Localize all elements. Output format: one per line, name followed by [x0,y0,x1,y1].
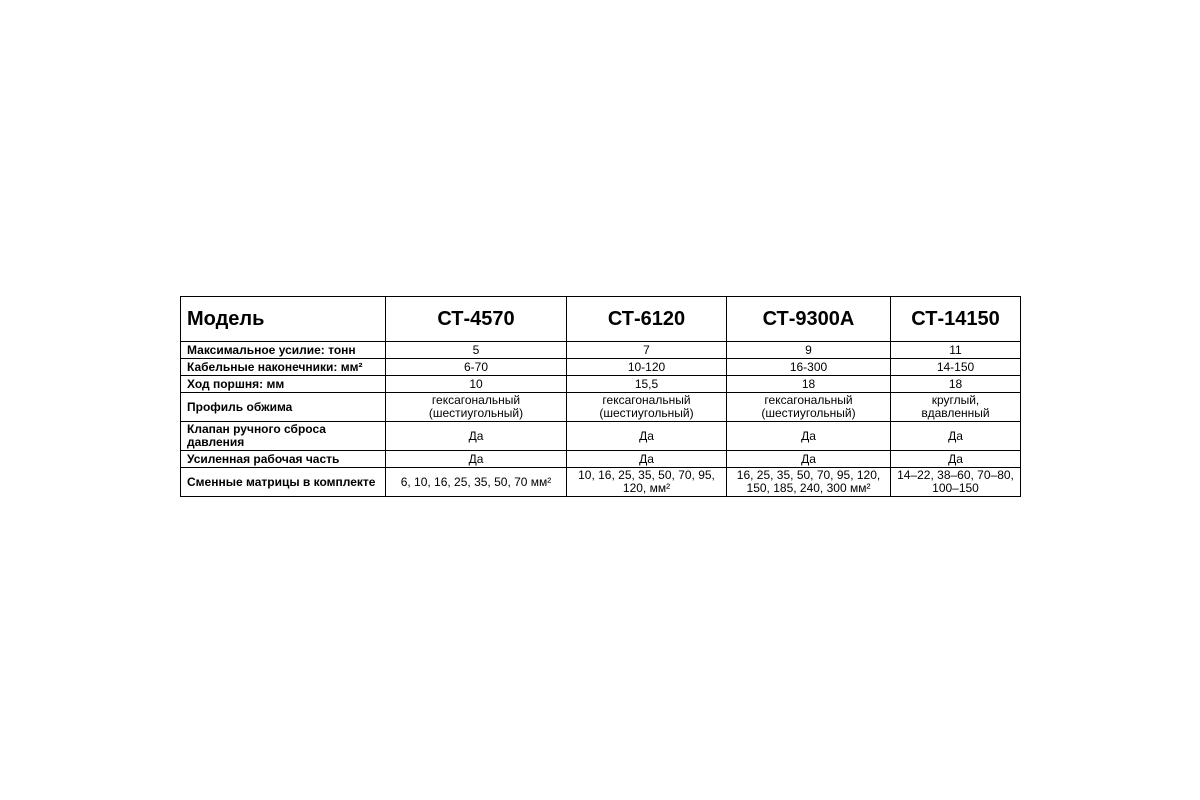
cell-value: Да [727,422,891,451]
cell-value: Да [567,451,727,468]
cell-value: 10-120 [567,359,727,376]
header-model-ct-14150: СТ-14150 [891,297,1021,342]
cell-value: 9 [727,342,891,359]
table-row-dies-included [181,468,1021,497]
table-row-piston-stroke [181,376,1021,393]
header-model-ct-4570: СТ-4570 [386,297,567,342]
table-row-crimp-profile [181,393,1021,422]
specifications-table [180,296,1021,497]
cell-value: 14–22, 38–60, 70–80, 100–150 [891,468,1021,497]
header-model-ct-6120: СТ-6120 [567,297,727,342]
cell-value: 16-300 [727,359,891,376]
cell-value: Да [891,422,1021,451]
table-row-reinforced-head [181,451,1021,468]
cell-value: 10 [386,376,567,393]
cell-value: Да [891,451,1021,468]
row-label: Кабельные наконечники: мм² [181,359,386,376]
cell-value: Да [567,422,727,451]
cell-value: 14-150 [891,359,1021,376]
header-model-label: Модель [181,297,386,342]
cell-value: Да [386,451,567,468]
cell-value: 15,5 [567,376,727,393]
cell-value: 6, 10, 16, 25, 35, 50, 70 мм² [386,468,567,497]
cell-value: 6-70 [386,359,567,376]
cell-value: гексагональный (шестиугольный) [567,393,727,422]
table-row-max-force [181,342,1021,359]
cell-value: 10, 16, 25, 35, 50, 70, 95, 120, мм² [567,468,727,497]
table-header-row [181,297,1021,342]
cell-value: гексагональный (шестиугольный) [386,393,567,422]
table-row-release-valve [181,422,1021,451]
table-row-cable-lugs [181,359,1021,376]
cell-value: 5 [386,342,567,359]
cell-value: Да [386,422,567,451]
cell-value: 18 [727,376,891,393]
cell-value: 18 [891,376,1021,393]
cell-value: 16, 25, 35, 50, 70, 95, 120, 150, 185, 240, 300 мм² [727,468,891,497]
row-label: Максимальное усилие: тонн [181,342,386,359]
row-label: Сменные матрицы в комплекте [181,468,386,497]
cell-value: круглый, вдавленный [891,393,1021,422]
header-model-ct-9300a: СТ-9300А [727,297,891,342]
cell-value: гексагональный (шестиугольный) [727,393,891,422]
cell-value: Да [727,451,891,468]
row-label: Профиль обжима [181,393,386,422]
row-label: Клапан ручного сброса давления [181,422,386,451]
cell-value: 7 [567,342,727,359]
row-label: Усиленная рабочая часть [181,451,386,468]
row-label: Ход поршня: мм [181,376,386,393]
cell-value: 11 [891,342,1021,359]
